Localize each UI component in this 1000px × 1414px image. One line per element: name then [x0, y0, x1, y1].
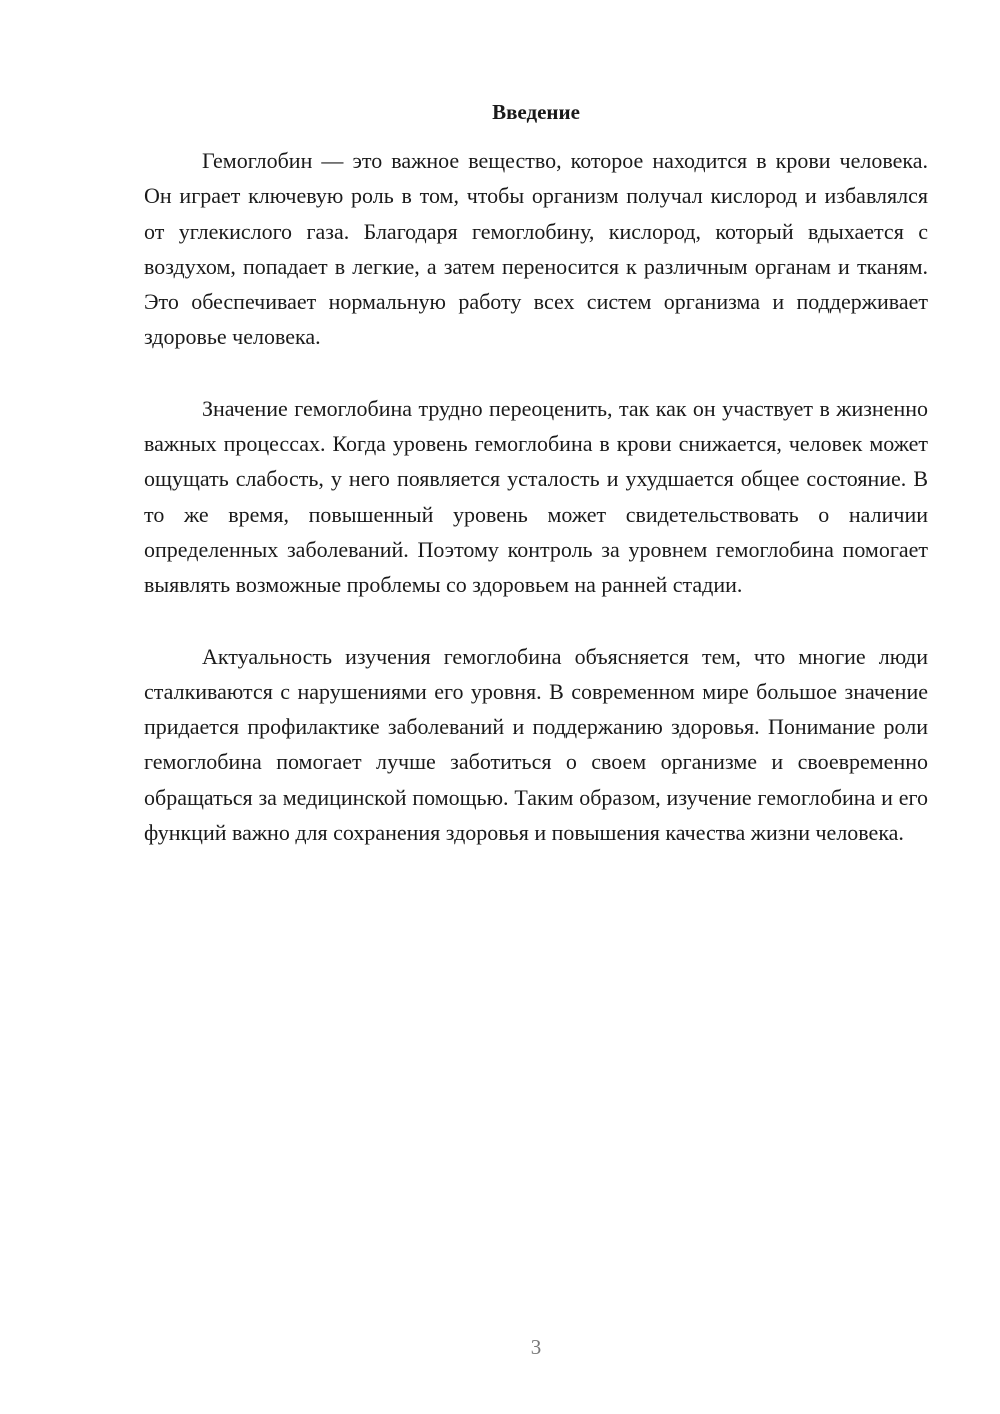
paragraph-2: Значение гемоглобина трудно переоценить, так как он участвует в жизненно важных процессах. Когда уровень гемоглобина в крови снижается, человек может ощущать слабость, у него появляется усталость и ухудшается общее состояние. В то же время, повышенный уровень может свидетельствовать о наличии определенных заболеваний. Поэтому контроль за уровнем гемоглобина помогает выявлять возможные проблемы со здоровьем на ранней стадии. — [144, 395, 928, 598]
section-title: Введение — [492, 100, 580, 124]
body-text — [144, 143, 928, 886]
page-number: 3 — [530, 1335, 542, 1359]
paragraph-3: Актуальность изучения гемоглобина объясняется тем, что многие люди сталкиваются с нарушениями его уровня. В современном мире большое значение придается профилактике заболеваний и поддержанию здоровья. Понимание роли гемоглобина помогает лучше заботиться о своем организме и своевременно обращаться за медицинской помощью. Таким образом, изучение гемоглобина и его функций важно для сохранения здоровья и повышения качества жизни человека. — [144, 643, 928, 846]
paragraph-1: Гемоглобин — это важное вещество, которое находится в крови человека. Он играет ключевую роль в том, чтобы организм получал кислород и избавлялся от углекислого газа. Благодаря гемоглобину, кислород, который вдыхается с воздухом, попадает в легкие, а затем переносится к различным органам и тканям. Это обеспечивает нормальную работу всех систем организма и поддерживает здоровье человека. — [144, 148, 928, 350]
